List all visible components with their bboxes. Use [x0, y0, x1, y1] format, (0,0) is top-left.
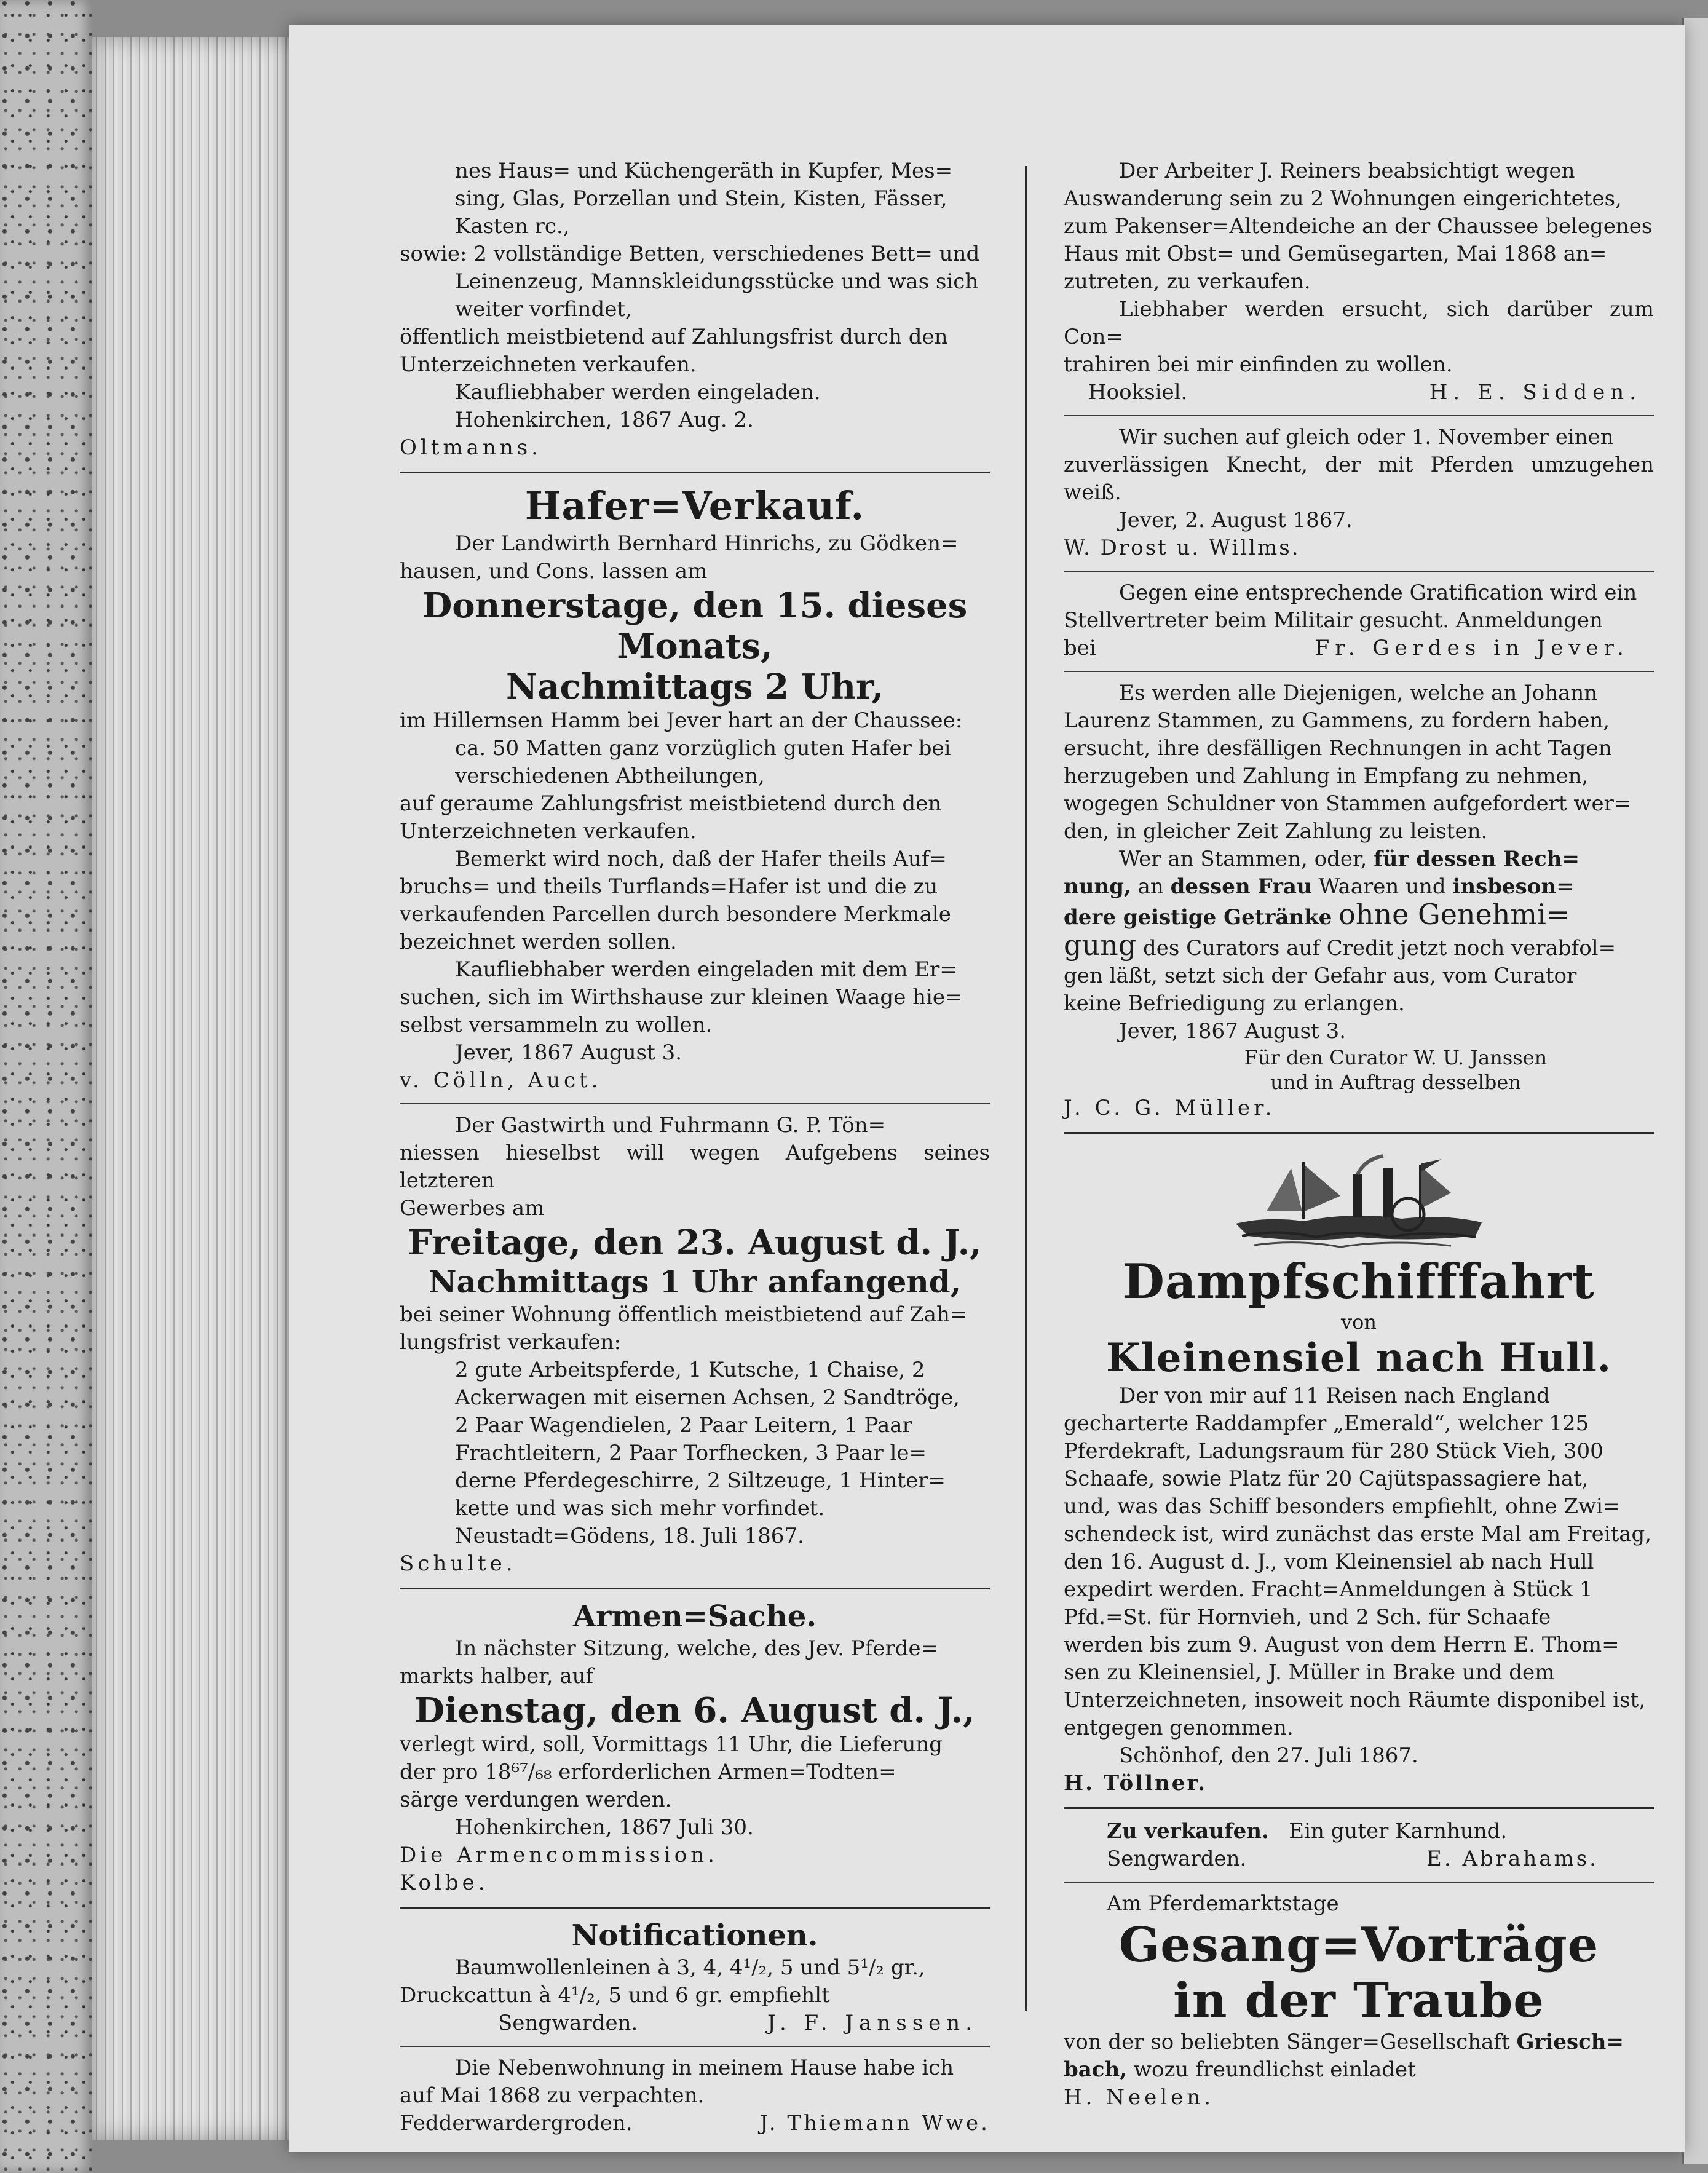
- ad-text-line: sowie: 2 vollständige Betten, verschiedenes Bett= und: [400, 242, 980, 266]
- ad-separator: [1064, 1807, 1654, 1809]
- ad-text-line: bezeichnet werden sollen.: [400, 930, 677, 954]
- ad-text-line: markts halber, auf: [400, 1664, 594, 1688]
- ad-signature: und in Auftrag desselben: [1270, 1071, 1521, 1094]
- ad-title: Dampfschifffahrt: [1123, 1254, 1595, 1310]
- ad-footer-row: [400, 2009, 990, 2037]
- ad-separator: [1064, 1882, 1654, 1883]
- adjacent-page-edge: [1682, 18, 1708, 2164]
- ad-text-line: sen zu Kleinensiel, J. Müller in Brake und dem: [1064, 1660, 1555, 1685]
- ad-text-line: Wir suchen auf gleich oder 1. November einen: [1119, 425, 1614, 449]
- ad-text-line: und, was das Schiff besonders empfiehlt, ohne Zwi=: [1064, 1494, 1621, 1519]
- ad-text-line: gen läßt, setzt sich der Gefahr aus, vom Curator: [1064, 964, 1577, 988]
- ad-footer-row: [1064, 379, 1654, 406]
- ad-date-headline: Dienstag, den 6. August d. J.,: [414, 1690, 975, 1731]
- ad-text-line: hausen, und Cons. lassen am: [400, 559, 708, 584]
- ad-signature: J. C. G. Müller.: [1064, 1096, 1276, 1120]
- ad-text-line: 2 gute Arbeitspferde, 1 Kutsche, 1 Chaise, 2: [455, 1358, 925, 1382]
- ad-text-line: Stellvertreter beim Militair gesucht. Anmeldungen: [1064, 608, 1603, 633]
- text-run-bold: Griesch=: [1516, 2030, 1624, 2054]
- ad-date-headline: Freitage, den 23. August d. J.,: [408, 1222, 982, 1263]
- ad-footer-row: [400, 2110, 990, 2137]
- ad-text-line: Unterzeichneten, insoweit noch Räumte disponibel ist,: [1064, 1688, 1645, 1712]
- text-run: wozu freundlichst einladet: [1133, 2057, 1416, 2082]
- ad-text-line: Kaufliebhaber werden eingeladen.: [455, 380, 821, 405]
- ad-text-line: Kaufliebhaber werden eingeladen mit dem Er=: [455, 957, 957, 982]
- ad-text-line: Baumwollenleinen à 3, 4, 4¹/₂, 5 und 5¹/₂ gr.,: [455, 1955, 925, 1980]
- ad-signature: v. Cölln, Auct.: [400, 1068, 602, 1093]
- ad-reiners-haus: [1064, 154, 1654, 413]
- ad-separator: [400, 472, 990, 473]
- ad-signature: Oltmanns.: [400, 435, 542, 460]
- text-run-bold: nung,: [1064, 874, 1131, 899]
- ad-signature: E. Abrahams.: [1426, 1846, 1599, 1871]
- ad-text-line: auf Mai 1868 zu verpachten.: [400, 2083, 705, 2108]
- ad-separator: [1064, 1132, 1654, 1134]
- ad-text-line: herzugeben und Zahlung in Empfang zu nehmen,: [1064, 764, 1589, 788]
- ad-signature: Schulte.: [400, 1551, 516, 1576]
- ad-text-line: särge verdungen werden.: [400, 1787, 672, 1812]
- ad-signature: H. Neelen.: [1064, 2085, 1214, 2110]
- ad-text-line: Unterzeichneten verkaufen.: [400, 819, 697, 844]
- ad-place: Sengwarden.: [498, 2011, 638, 2035]
- ad-text-line: Jever, 1867 August 3.: [1119, 1019, 1346, 1043]
- ad-text-line: auf geraume Zahlungsfrist meistbietend durch den: [400, 791, 942, 816]
- ad-text-line: Liebhaber werden ersucht, sich darüber zum Con=: [1064, 297, 1654, 349]
- ad-text-line: Die Nebenwohnung in meinem Hause habe ich: [455, 2056, 954, 2080]
- ad-text-line: Unterzeichneten verkaufen.: [400, 352, 697, 377]
- text-run-bold: Zu verkaufen.: [1107, 1819, 1269, 1843]
- ad-text-line: den 16. August d. J., vom Kleinensiel ab nach Hull: [1064, 1550, 1594, 1574]
- ad-separator: [400, 1588, 990, 1589]
- ad-separator: [400, 1103, 990, 1104]
- ad-signature: H. E. Sidden.: [1429, 380, 1642, 405]
- ad-armen-sache: [400, 1594, 990, 1903]
- ad-text-line: Jever, 2. August 1867.: [1119, 508, 1353, 532]
- ad-text-line: gecharterte Raddampfer „Emerald“, welcher 125: [1064, 1411, 1589, 1436]
- ad-text-line: Pfd.=St. für Hornvieh, und 2 Sch. für Schaafe: [1064, 1605, 1551, 1629]
- ad-title: Hafer=Verkauf.: [524, 483, 865, 528]
- ad-signature: Die Armencommission.: [400, 1843, 718, 1867]
- ad-text-line: 2 Paar Wagendielen, 2 Paar Leitern, 1 Paar: [455, 1413, 912, 1438]
- text-run: Waaren und: [1318, 874, 1446, 899]
- ad-text-line: von: [1341, 1310, 1377, 1334]
- ad-dampfschifffahrt: [1064, 1139, 1654, 1803]
- ad-text-line: suchen, sich im Wirthshause zur kleinen Waage hie=: [400, 985, 963, 1010]
- ad-text-line: Druckcattun à 4¹/₂, 5 und 6 gr. empfiehlt: [400, 1983, 830, 2008]
- ad-text-line: Gegen eine entsprechende Gratification wird ein: [1119, 580, 1637, 605]
- ad-text-line: bruchs= und theils Turflands=Hafer ist und die zu: [400, 874, 938, 899]
- ad-text-line: verlegt wird, soll, Vormittags 11 Uhr, die Lieferung: [400, 1732, 943, 1757]
- ad-footer-row: [1064, 1845, 1654, 1873]
- ad-text-line: [1064, 845, 1654, 873]
- text-run: Ein guter Karnhund.: [1289, 1819, 1508, 1843]
- column-divider: [1025, 166, 1027, 2011]
- ad-text-line: verkaufenden Parcellen durch besondere Merkmale: [400, 902, 951, 927]
- ad-text-line: im Hillernsen Hamm bei Jever hart an der Chaussee:: [400, 708, 963, 733]
- ad-text-line: bei: [1064, 636, 1096, 660]
- ad-text-line: [1064, 1818, 1654, 1845]
- text-run: Wer an Stammen, oder,: [1119, 847, 1367, 871]
- ad-place: Sengwarden.: [1107, 1846, 1247, 1871]
- ad-text-line: entgegen genommen.: [1064, 1716, 1294, 1740]
- ad-text-line: werden bis zum 9. August von dem Herrn E. Thom=: [1064, 1633, 1619, 1657]
- ad-text-line: Am Pferdemarktstage: [1107, 1891, 1339, 1916]
- ad-text-line: Pferdekraft, Ladungsraum für 280 Stück Vieh, 300: [1064, 1439, 1603, 1463]
- ad-text-line: In nächster Sitzung, welche, des Jev. Pferde=: [455, 1636, 939, 1661]
- ad-text-line: Kasten rc.,: [455, 214, 570, 239]
- ad-hafer-verkauf: [400, 478, 990, 1101]
- ad-text-line: Laurenz Stammen, zu Gammens, zu fordern haben,: [1064, 708, 1610, 733]
- ad-text-line: Ackerwagen mit eisernen Achsen, 2 Sandtröge,: [455, 1385, 960, 1410]
- ad-separator: [400, 2046, 990, 2047]
- ad-nebenwohnung: [400, 2051, 990, 2143]
- ad-place: Fedderwardergroden.: [400, 2111, 633, 2135]
- ad-text-line: Der Landwirth Bernhard Hinrichs, zu Gödken=: [455, 531, 959, 556]
- ad-text-line: der pro 18⁶⁷/₆₈ erforderlichen Armen=Todten=: [400, 1760, 896, 1784]
- ad-text-line: kette und was sich mehr vorfindet.: [455, 1496, 825, 1521]
- text-run-bold: dessen Frau: [1170, 874, 1312, 899]
- text-run-bold: für dessen Rech=: [1374, 847, 1580, 871]
- ad-knecht-gesucht: [1064, 420, 1654, 568]
- ad-signature: W. Drost u. Willms.: [1064, 536, 1300, 560]
- ad-text-line: Neustadt=Gödens, 18. Juli 1867.: [455, 1524, 804, 1548]
- ad-subtitle: in der Traube: [1173, 1973, 1544, 2029]
- ad-text-line: weiter vorfindet,: [455, 297, 632, 322]
- ad-signature: J. F. Janssen.: [767, 2011, 978, 2035]
- ad-text-line: zum Pakenser=Altendeiche an der Chaussee belegenes: [1064, 214, 1653, 239]
- text-run-bold: bach,: [1064, 2057, 1128, 2082]
- ad-text-line: bei seiner Wohnung öffentlich meistbietend auf Zah=: [400, 1302, 968, 1327]
- ad-text-line: zutreten, zu verkaufen.: [1064, 269, 1311, 294]
- steamship-illustration: [1230, 1150, 1488, 1254]
- ad-text-line: ca. 50 Matten ganz vorzüglich guten Hafer bei: [455, 736, 951, 761]
- ad-title: Armen=Sache.: [572, 1599, 817, 1634]
- ad-text-line: expedirt werden. Fracht=Anmeldungen à Stück 1: [1064, 1577, 1593, 1602]
- ad-signature: H. Töllner.: [1064, 1771, 1208, 1795]
- text-run-bold: insbeson=: [1452, 874, 1574, 899]
- ad-gesang-vortraege: [1064, 1886, 1654, 2118]
- ad-place: Hooksiel.: [1088, 380, 1188, 405]
- ad-stammen-notice: [1064, 676, 1654, 1128]
- book-spine-edge: [0, 0, 92, 2173]
- ad-signature: Fr. Gerdes in Jever.: [1315, 636, 1629, 660]
- ad-text-line: Bemerkt wird noch, daß der Hafer theils Auf=: [455, 847, 947, 871]
- ad-text-line: selbst versammeln zu wollen.: [400, 1013, 713, 1037]
- text-run: des Curators auf Credit jetzt noch verabfol=: [1142, 936, 1616, 960]
- ad-text-line: schendeck ist, wird zunächst das erste Mal am Freitag,: [1064, 1522, 1652, 1546]
- text-run-bold: dere geistige Getränke: [1064, 905, 1332, 930]
- ad-text-line: Hohenkirchen, 1867 Juli 30.: [455, 1815, 754, 1840]
- ad-text-line: öffentlich meistbietend auf Zahlungsfrist durch den: [400, 325, 948, 349]
- ad-time-headline: Nachmittags 1 Uhr anfangend,: [428, 1264, 962, 1300]
- ad-text-line: [1064, 873, 1654, 901]
- ad-text-line: zuverlässigen Knecht, der mit Pferden umzugehen weiß.: [1064, 453, 1654, 505]
- ad-text-line: verschiedenen Abtheilungen,: [455, 764, 765, 788]
- ad-text-line: Jever, 1867 August 3.: [455, 1040, 682, 1065]
- ad-text-line: Der Gastwirth und Fuhrmann G. P. Tön=: [455, 1113, 886, 1138]
- ad-text-line: Es werden alle Diejenigen, welche an Johann: [1119, 681, 1598, 705]
- text-run-large: ohne Genehmi=: [1338, 898, 1570, 931]
- ad-text-line: Frachtleitern, 2 Paar Torfhecken, 3 Paar le=: [455, 1441, 927, 1465]
- ad-text-line: nes Haus= und Küchengeräth in Kupfer, Mes=: [455, 159, 953, 183]
- ad-signature: Kolbe.: [400, 1870, 489, 1895]
- ad-karnhund: [1064, 1814, 1654, 1879]
- ad-separator: [1064, 571, 1654, 572]
- ad-stellvertreter: [1064, 576, 1654, 668]
- ad-notificationen: [400, 1914, 990, 2043]
- ad-text-line: lungsfrist verkaufen:: [400, 1330, 621, 1355]
- ad-text-line: wogegen Schuldner von Stammen aufgefordert wer=: [1064, 791, 1632, 816]
- ad-text-line: Hohenkirchen, 1867 Aug. 2.: [455, 408, 754, 432]
- ad-text-line: Gewerbes am: [400, 1196, 545, 1221]
- text-run: an: [1137, 874, 1164, 899]
- ad-signature: Für den Curator W. U. Janssen: [1244, 1046, 1548, 1069]
- ad-separator: [1064, 671, 1654, 672]
- ad-text-line: keine Befriedigung zu erlangen.: [1064, 991, 1405, 1016]
- ad-text-line: niessen hieselbst will wegen Aufgebens seines letzteren: [400, 1141, 990, 1193]
- ad-text-line: derne Pferdegeschirre, 2 Siltzeuge, 1 Hinter=: [455, 1468, 946, 1493]
- ad-text-line: [1064, 2029, 1654, 2056]
- ad-text-line: sing, Glas, Porzellan und Stein, Kisten, Fässer,: [455, 186, 947, 211]
- ad-title: Notificationen.: [571, 1918, 818, 1953]
- page-stack-edges: [92, 37, 295, 2140]
- ad-footer-row: [1064, 635, 1654, 662]
- ad-text-line: [1064, 928, 1654, 962]
- ad-text-line: Schönhof, den 27. Juli 1867.: [1119, 1743, 1418, 1768]
- ad-text-line: trahiren bei mir einfinden zu wollen.: [1064, 352, 1453, 377]
- ad-time-headline: Nachmittags 2 Uhr,: [506, 667, 884, 707]
- text-run: von der so beliebten Sänger=Gesellschaft: [1064, 2030, 1510, 2054]
- ad-separator: [1064, 415, 1654, 416]
- ad-text-line: den, in gleicher Zeit Zahlung zu leisten.: [1064, 819, 1488, 844]
- left-column: [400, 154, 990, 2143]
- ad-text-line: Auswanderung sein zu 2 Wohnungen eingerichtetes,: [1064, 186, 1622, 211]
- ad-text-line: [1064, 2056, 1654, 2084]
- ad-text-line: Der von mir auf 11 Reisen nach England: [1119, 1383, 1550, 1408]
- ad-separator: [400, 1907, 990, 1909]
- right-column: [1064, 154, 1654, 2118]
- ad-text-line: Der Arbeiter J. Reiners beabsichtigt wegen: [1119, 159, 1575, 183]
- ad-text-line: Schaafe, sowie Platz für 20 Cajütspassagiere hat,: [1064, 1466, 1589, 1491]
- ad-text-line: Haus mit Obst= und Gemüsegarten, Mai 1868 an=: [1064, 242, 1607, 266]
- ad-household-auction: [400, 154, 990, 468]
- ad-title: Gesang=Vorträge: [1118, 1917, 1599, 1973]
- ad-subtitle: Kleinensiel nach Hull.: [1105, 1335, 1612, 1381]
- ad-text-line: Leinenzeug, Mannskleidungsstücke und was sich: [455, 269, 979, 294]
- ad-text-line: ersucht, ihre desfälligen Rechnungen in acht Tagen: [1064, 736, 1612, 761]
- ad-toenniessen-auction: [400, 1108, 990, 1584]
- ad-text-line: [1064, 898, 1654, 932]
- ad-signature: J. Thiemann Wwe.: [759, 2111, 990, 2135]
- ad-date-headline: Donnerstage, den 15. dieses Monats,: [422, 585, 968, 667]
- text-run-large: gung: [1064, 928, 1137, 962]
